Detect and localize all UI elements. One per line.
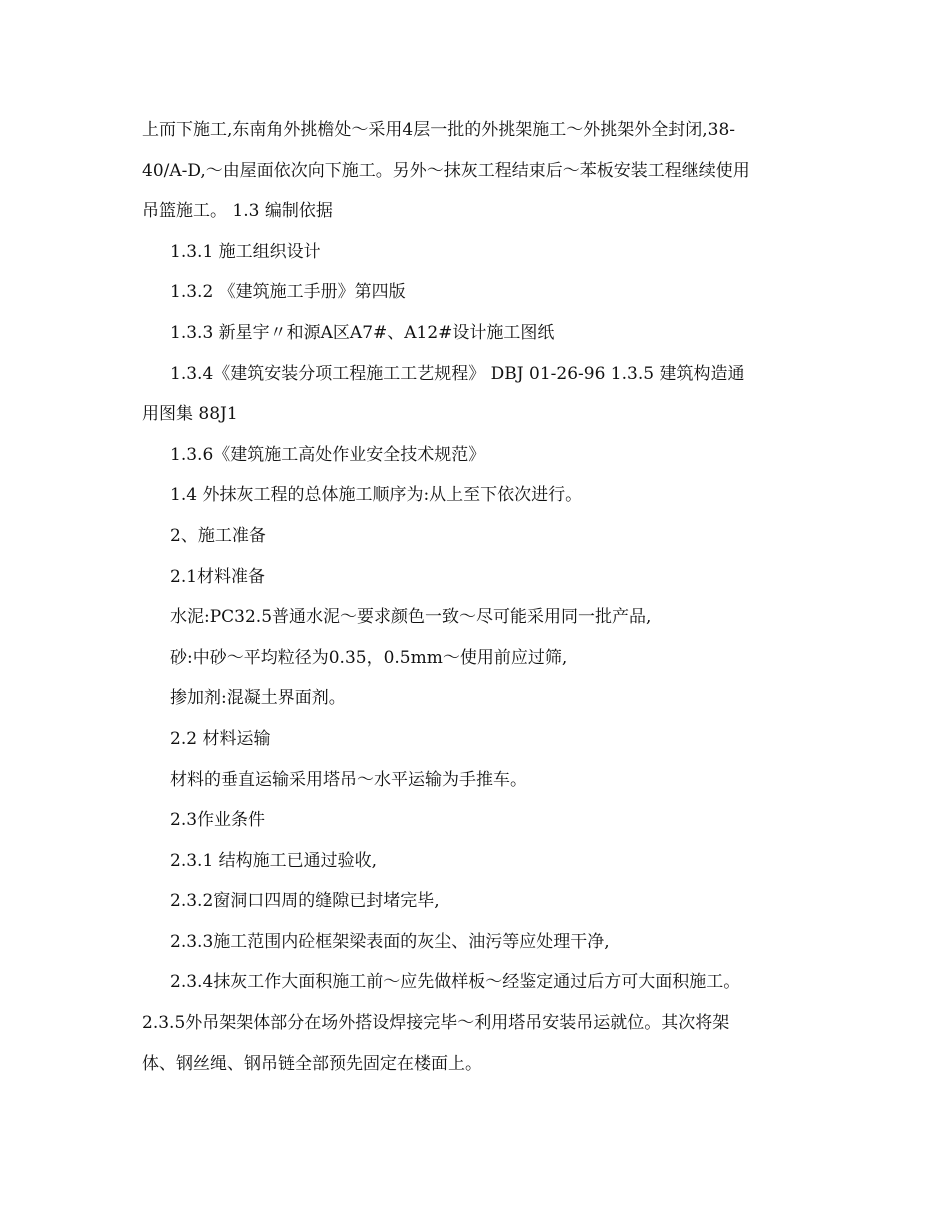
text-line: 掺加剂:混凝土界面剂。 <box>170 688 346 709</box>
text-line: 2.3作业条件 <box>170 810 266 831</box>
text-line: 水泥:PC32.5普通水泥～要求颜色一致～尽可能采用同一批产品, <box>170 607 652 628</box>
text-line: 用图集 88J1 <box>142 404 238 425</box>
text-line: 2.3.2窗洞口四周的缝隙已封堵完毕, <box>170 891 440 912</box>
text-line: 上而下施工,东南角外挑檐处～采用4层一批的外挑架施工～外挑架外全封闭,38- <box>142 120 735 140</box>
text-line: 2.2 材料运输 <box>170 728 271 749</box>
text-line: 2.3.5外吊架架体部分在场外搭设焊接完毕～利用塔吊安装吊运就位。其次将架 <box>142 1013 730 1034</box>
document-body <box>142 110 810 1084</box>
text-line: 1.4 外抹灰工程的总体施工顺序为:从上至下依次进行。 <box>170 485 583 506</box>
text-line: 1.3.1 施工组织设计 <box>170 241 321 262</box>
text-line: 1.3.6《建筑施工高处作业安全技术规范》 <box>170 444 486 465</box>
text-line: 1.3.2 《建筑施工手册》第四版 <box>170 282 406 303</box>
text-line: 1.3.4《建筑安装分项工程施工工艺规程》 DBJ 01-26-96 1.3.5 建筑构造通 <box>170 363 745 384</box>
text-line: 材料的垂直运输采用塔吊～水平运输为手推车。 <box>170 769 527 790</box>
text-line: 体、钢丝绳、钢吊链全部预先固定在楼面上。 <box>142 1053 482 1074</box>
text-line: 2.3.4抹灰工作大面积施工前～应先做样板～经鉴定通过后方可大面积施工。 <box>170 972 741 993</box>
text-line: 40/A-D,～由屋面依次向下施工。另外～抹灰工程结束后～苯板安装工程继续使用 <box>142 160 750 181</box>
text-line: 2.1材料准备 <box>170 566 266 587</box>
text-line: 砂:中砂～平均粒径为0.35，0.5mm～使用前应过筛, <box>170 647 568 668</box>
text-line: 2.3.3施工范围内砼框架梁表面的灰尘、油污等应处理干净, <box>170 931 610 952</box>
text-line: 2.3.1 结构施工已通过验收, <box>170 850 378 871</box>
text-line: 1.3.3 新星宇〃和源A区A7#、A12#设计施工图纸 <box>170 322 555 343</box>
text-line: 2、施工准备 <box>170 525 266 546</box>
text-line: 吊篮施工。 1.3 编制依据 <box>142 201 333 222</box>
